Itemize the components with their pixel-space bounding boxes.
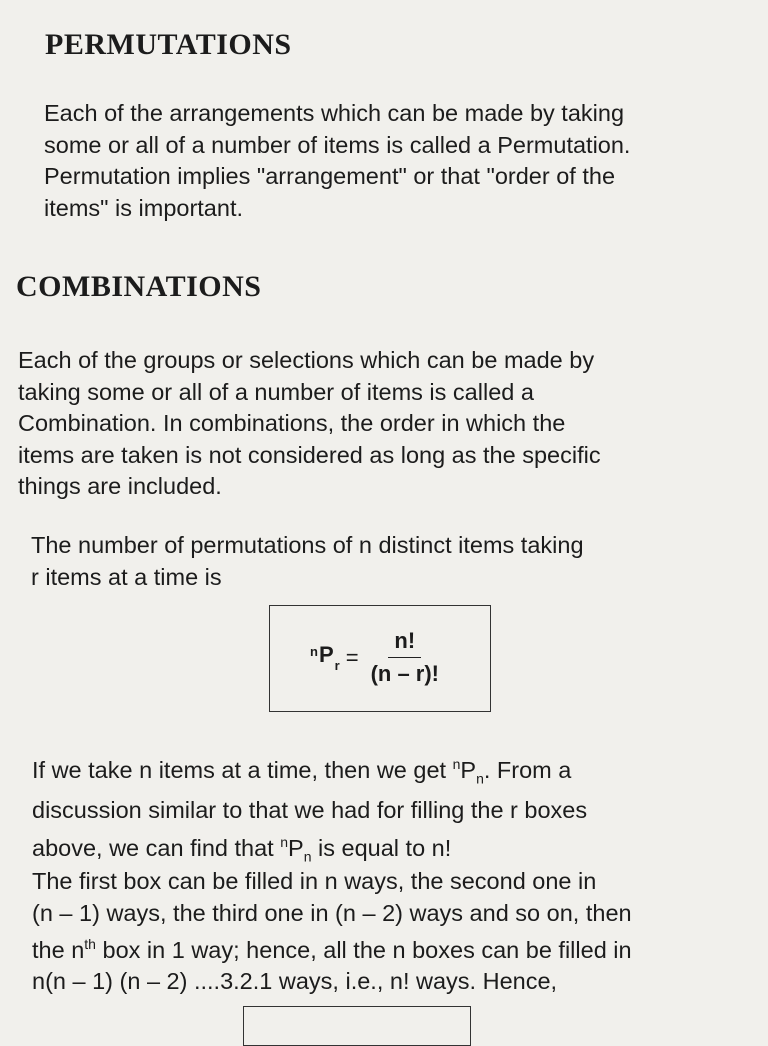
permutations-heading: PERMUTATIONS xyxy=(45,28,292,61)
combinations-definition xyxy=(18,345,743,503)
text-line: some or all of a number of items is called a Permutation. xyxy=(44,131,631,158)
formula-fraction xyxy=(365,628,445,687)
combinations-heading: COMBINATIONS xyxy=(16,270,262,303)
text-line: n(n – 1) (n – 2) ....3.2.1 ways, i.e., n! ways. Hence, xyxy=(32,968,558,995)
permutation-formula-box xyxy=(269,605,491,712)
permutations-definition xyxy=(44,98,734,224)
formula-equals: = xyxy=(345,644,359,670)
text-line: The number of permutations of n distinct items taking xyxy=(31,532,584,558)
subscript: n xyxy=(303,848,312,865)
next-formula-box xyxy=(243,1006,471,1046)
text-fragment: . From a xyxy=(483,756,572,783)
text-line: (n – 1) ways, the third one in (n – 2) ways and so on, then xyxy=(32,899,632,926)
text-line: things are included. xyxy=(18,473,222,499)
text-line: Combination. In combinations, the order in which the xyxy=(18,410,566,436)
text-fragment: P xyxy=(288,834,304,861)
text-line: discussion similar to that we had for filling the r boxes xyxy=(32,797,588,824)
n-items-text xyxy=(32,749,730,873)
text-fragment: above, we can find that xyxy=(32,834,281,861)
text-line: items" is important. xyxy=(44,194,244,221)
text-line: r items at a time is xyxy=(31,563,222,590)
text-line xyxy=(32,749,730,795)
text-fragment: is equal to n! xyxy=(311,834,452,861)
text-line xyxy=(32,929,736,966)
text-line: Each of the arrangements which can be made by taking xyxy=(44,100,625,126)
text-line: Each of the groups or selections which can be made by xyxy=(18,347,595,373)
permutation-formula xyxy=(310,628,445,687)
superscript: n xyxy=(452,756,461,772)
text-fragment: If we take n items at a time, then we get xyxy=(32,756,453,783)
text-line: items are taken is not considered as long as the specific xyxy=(18,441,601,468)
text-line: The first box can be filled in n ways, the second one in xyxy=(32,868,597,894)
text-fragment: the n xyxy=(32,936,85,963)
text-fragment: P xyxy=(460,756,477,783)
text-line: Permutation implies "arrangement" or that "order of the xyxy=(44,163,616,189)
formula-numerator: n! xyxy=(388,628,421,658)
text-fragment: box in 1 way; hence, all the n boxes can be filled in xyxy=(95,936,632,963)
formula-denominator: (n – r)! xyxy=(370,661,440,686)
superscript: th xyxy=(84,936,96,952)
permutation-count-text xyxy=(31,530,721,593)
formula-lhs xyxy=(310,642,340,673)
boxes-text xyxy=(32,866,736,998)
formula-lhs-subscript: r xyxy=(334,658,340,673)
text-line: taking some or all of a number of items is called a xyxy=(18,378,534,405)
formula-lhs-base: P xyxy=(318,642,334,667)
subscript: n xyxy=(476,770,484,787)
formula-lhs-superscript: n xyxy=(310,644,318,659)
superscript: n xyxy=(280,833,289,850)
